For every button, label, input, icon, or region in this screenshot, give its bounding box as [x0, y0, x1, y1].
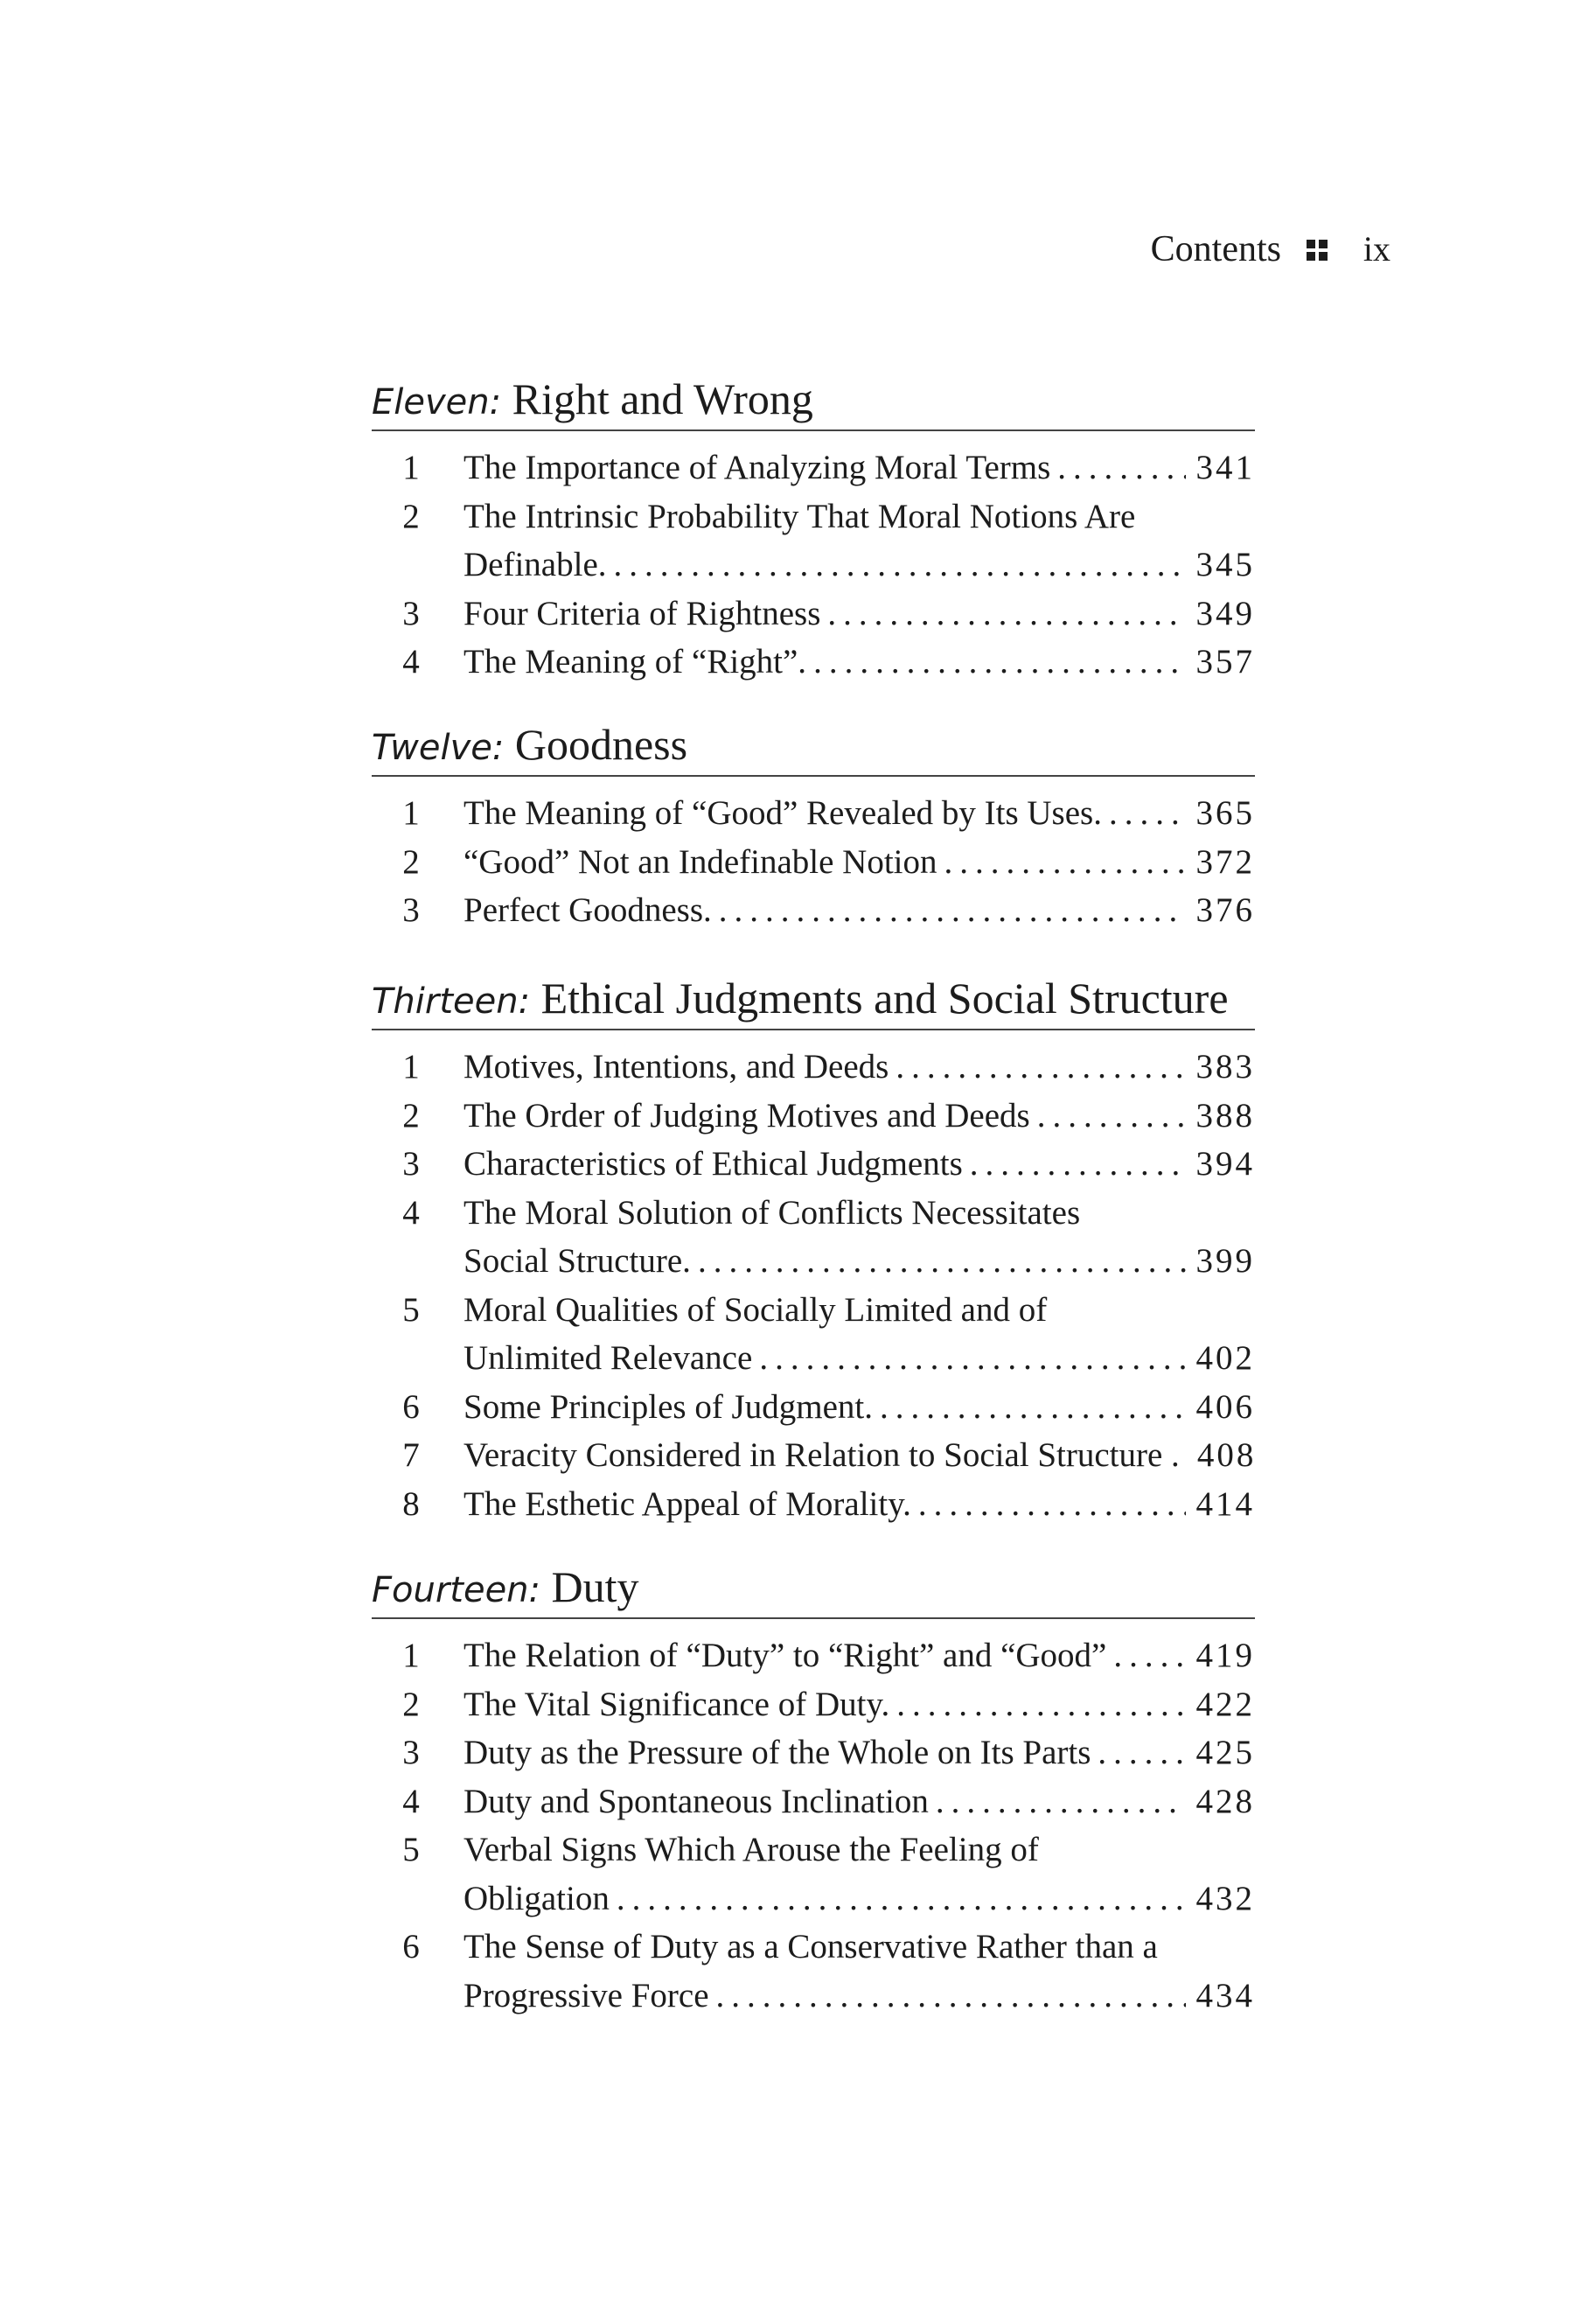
entry-page: 345: [1195, 546, 1255, 583]
dot-leader: [820, 590, 1185, 639]
entry-number: 3: [402, 1145, 420, 1183]
entry-title: The Sense of Duty as a Conservative Rather than a: [463, 1928, 1158, 1965]
chapter-number: Twelve:: [372, 728, 505, 768]
entry-title: The Vital Significance of Duty.: [463, 1685, 890, 1723]
entry-page: 425: [1195, 1734, 1255, 1771]
entry-number: 1: [402, 1637, 420, 1674]
dot-leader: [712, 886, 1186, 935]
toc-entries: [372, 789, 1255, 935]
entry-title: Some Principles of Judgment.: [463, 1387, 873, 1426]
entry-title: Motives, Intentions, and Deeds: [463, 1048, 889, 1086]
toc-entry: [372, 1286, 1255, 1383]
toc-entry: [372, 1092, 1255, 1141]
dot-leader: [1050, 443, 1185, 492]
entry-page: 399: [1195, 1242, 1255, 1280]
toc-entry: [372, 838, 1255, 887]
dot-leader: [963, 1140, 1186, 1189]
toc-entry: [372, 1189, 1255, 1286]
toc-entry: [372, 1140, 1255, 1189]
entry-title: The Meaning of “Good” Revealed by Its Uses.: [463, 794, 1102, 832]
entry-number: 1: [402, 1048, 420, 1086]
entry-number: 8: [402, 1484, 420, 1523]
entry-title: Characteristics of Ethical Judgments: [463, 1145, 963, 1183]
toc-entry: [372, 789, 1255, 838]
chapter-title: Duty: [551, 1562, 639, 1611]
entry-title: “Good” Not an Indefinable Notion: [463, 842, 937, 881]
toc-entry: [372, 1728, 1255, 1777]
chapter-fourteen: [372, 1560, 1255, 2020]
toc-entry: [372, 492, 1255, 590]
entry-number: 2: [402, 842, 420, 881]
dot-leader: [889, 1043, 1185, 1092]
dot-leader: [691, 1237, 1186, 1286]
toc-entry: [372, 1383, 1255, 1432]
entry-page: 388: [1195, 1096, 1255, 1135]
toc-entry: [372, 638, 1255, 687]
toc-entry: [372, 1480, 1255, 1529]
entry-page: 357: [1195, 643, 1255, 681]
entry-page: 434: [1195, 1976, 1255, 2014]
toc-entries: [372, 443, 1255, 687]
entry-number: 6: [402, 1928, 420, 1965]
entry-page: 406: [1195, 1387, 1255, 1426]
entry-page: 419: [1195, 1637, 1255, 1674]
running-head: [1049, 223, 1390, 276]
entry-number: 2: [402, 1685, 420, 1723]
toc-entry: [372, 443, 1255, 492]
toc-entry: [372, 590, 1255, 639]
entry-page: 428: [1195, 1782, 1255, 1820]
dot-leader: [709, 1972, 1186, 2021]
dot-leader: [1091, 1728, 1185, 1777]
chapter-number: Thirteen:: [372, 981, 531, 1022]
chapter-title: Goodness: [514, 720, 688, 769]
entry-page: 376: [1195, 891, 1255, 929]
running-head-page-number: ix: [1363, 229, 1390, 269]
entry-page: 414: [1195, 1484, 1255, 1523]
entry-number: 3: [402, 1734, 420, 1771]
running-head-title: Contents: [1150, 229, 1281, 269]
toc-entry: [372, 1680, 1255, 1729]
entry-number: 4: [402, 1193, 420, 1232]
entry-title: The Esthetic Appeal of Morality.: [463, 1484, 911, 1523]
entry-title: The Order of Judging Motives and Deeds: [463, 1096, 1030, 1135]
entry-number: 3: [402, 891, 420, 929]
dot-leader: [873, 1383, 1186, 1432]
toc-entry: [372, 1826, 1255, 1923]
dot-leader: [607, 541, 1186, 590]
entry-title: The Intrinsic Probability That Moral Notions Are: [463, 497, 1136, 535]
chapter-title: Right and Wrong: [512, 374, 813, 423]
chapter-twelve: [372, 717, 1255, 935]
entry-title: The Moral Solution of Conflicts Necessitates: [463, 1193, 1081, 1232]
entry-title: Veracity Considered in Relation to Social Structure .: [463, 1436, 1180, 1474]
dot-leader: [610, 1875, 1186, 1924]
toc-entries: [372, 1631, 1255, 2020]
chapter-heading: [372, 971, 1255, 1030]
entry-title: The Importance of Analyzing Moral Terms: [463, 449, 1051, 486]
chapter-number: Eleven:: [372, 382, 502, 422]
entry-number: 4: [402, 643, 420, 681]
entry-number: 7: [402, 1436, 420, 1474]
dot-leader: [1030, 1092, 1186, 1141]
entry-number: 3: [402, 594, 420, 632]
entry-title-continued: Unlimited Relevance: [463, 1339, 753, 1377]
chapter-heading: [372, 1560, 1255, 1619]
entry-title-continued: Progressive Force: [463, 1976, 709, 2014]
dot-leader: [1106, 1631, 1185, 1680]
toc-entry: [372, 1631, 1255, 1680]
entry-page: 402: [1195, 1339, 1255, 1377]
entry-number: 4: [402, 1782, 420, 1820]
chapter-thirteen: [372, 971, 1255, 1528]
entry-title: Duty and Spontaneous Inclination: [463, 1782, 929, 1820]
entry-page: 408: [1196, 1436, 1257, 1474]
dot-leader: [1180, 1431, 1187, 1480]
dot-leader: [929, 1777, 1186, 1826]
toc-entry: [372, 886, 1255, 935]
four-square-ornament-icon: [1307, 240, 1328, 261]
toc-entries: [372, 1043, 1255, 1528]
entry-number: 1: [402, 449, 420, 486]
dot-leader: [806, 638, 1185, 687]
entry-number: 5: [402, 1290, 420, 1329]
entry-number: 1: [402, 794, 420, 832]
entry-page: 341: [1195, 449, 1255, 486]
entry-title-continued: Definable.: [463, 546, 607, 583]
chapter-eleven: [372, 372, 1255, 687]
entry-page: 372: [1195, 842, 1255, 881]
entry-number: 5: [402, 1831, 420, 1868]
entry-title: Duty as the Pressure of the Whole on Its Parts: [463, 1734, 1091, 1771]
entry-title: Moral Qualities of Socially Limited and of: [463, 1290, 1048, 1329]
chapter-heading: [372, 372, 1255, 431]
toc-entry: [372, 1923, 1255, 2020]
entry-page: 383: [1195, 1048, 1255, 1086]
entry-title-continued: Social Structure.: [463, 1242, 691, 1280]
entry-title: Verbal Signs Which Arouse the Feeling of: [463, 1831, 1039, 1868]
dot-leader: [937, 838, 1186, 887]
entry-title: The Relation of “Duty” to “Right” and “Good”: [463, 1637, 1107, 1674]
entry-title: The Meaning of “Right”.: [463, 643, 807, 681]
entry-number: 2: [402, 497, 420, 535]
toc-entry: [372, 1431, 1255, 1480]
entry-page: 432: [1195, 1879, 1255, 1917]
entry-page: 394: [1195, 1145, 1255, 1183]
toc-entry: [372, 1043, 1255, 1092]
entry-title: Perfect Goodness.: [463, 891, 712, 929]
dot-leader: [1102, 789, 1186, 838]
chapter-number: Fourteen:: [372, 1570, 541, 1610]
entry-title: Four Criteria of Rightness: [463, 594, 821, 632]
entry-number: 2: [402, 1096, 420, 1135]
entry-page: 365: [1195, 794, 1255, 832]
dot-leader: [752, 1334, 1185, 1383]
entry-title-continued: Obligation: [463, 1879, 610, 1917]
dot-leader: [889, 1680, 1185, 1729]
entry-page: 349: [1195, 594, 1255, 632]
entry-page: 422: [1195, 1685, 1255, 1723]
toc-entry: [372, 1777, 1255, 1826]
entry-number: 6: [402, 1387, 420, 1426]
chapter-heading: [372, 717, 1255, 777]
dot-leader: [911, 1480, 1186, 1529]
chapter-title: Ethical Judgments and Social Structure: [540, 974, 1229, 1023]
